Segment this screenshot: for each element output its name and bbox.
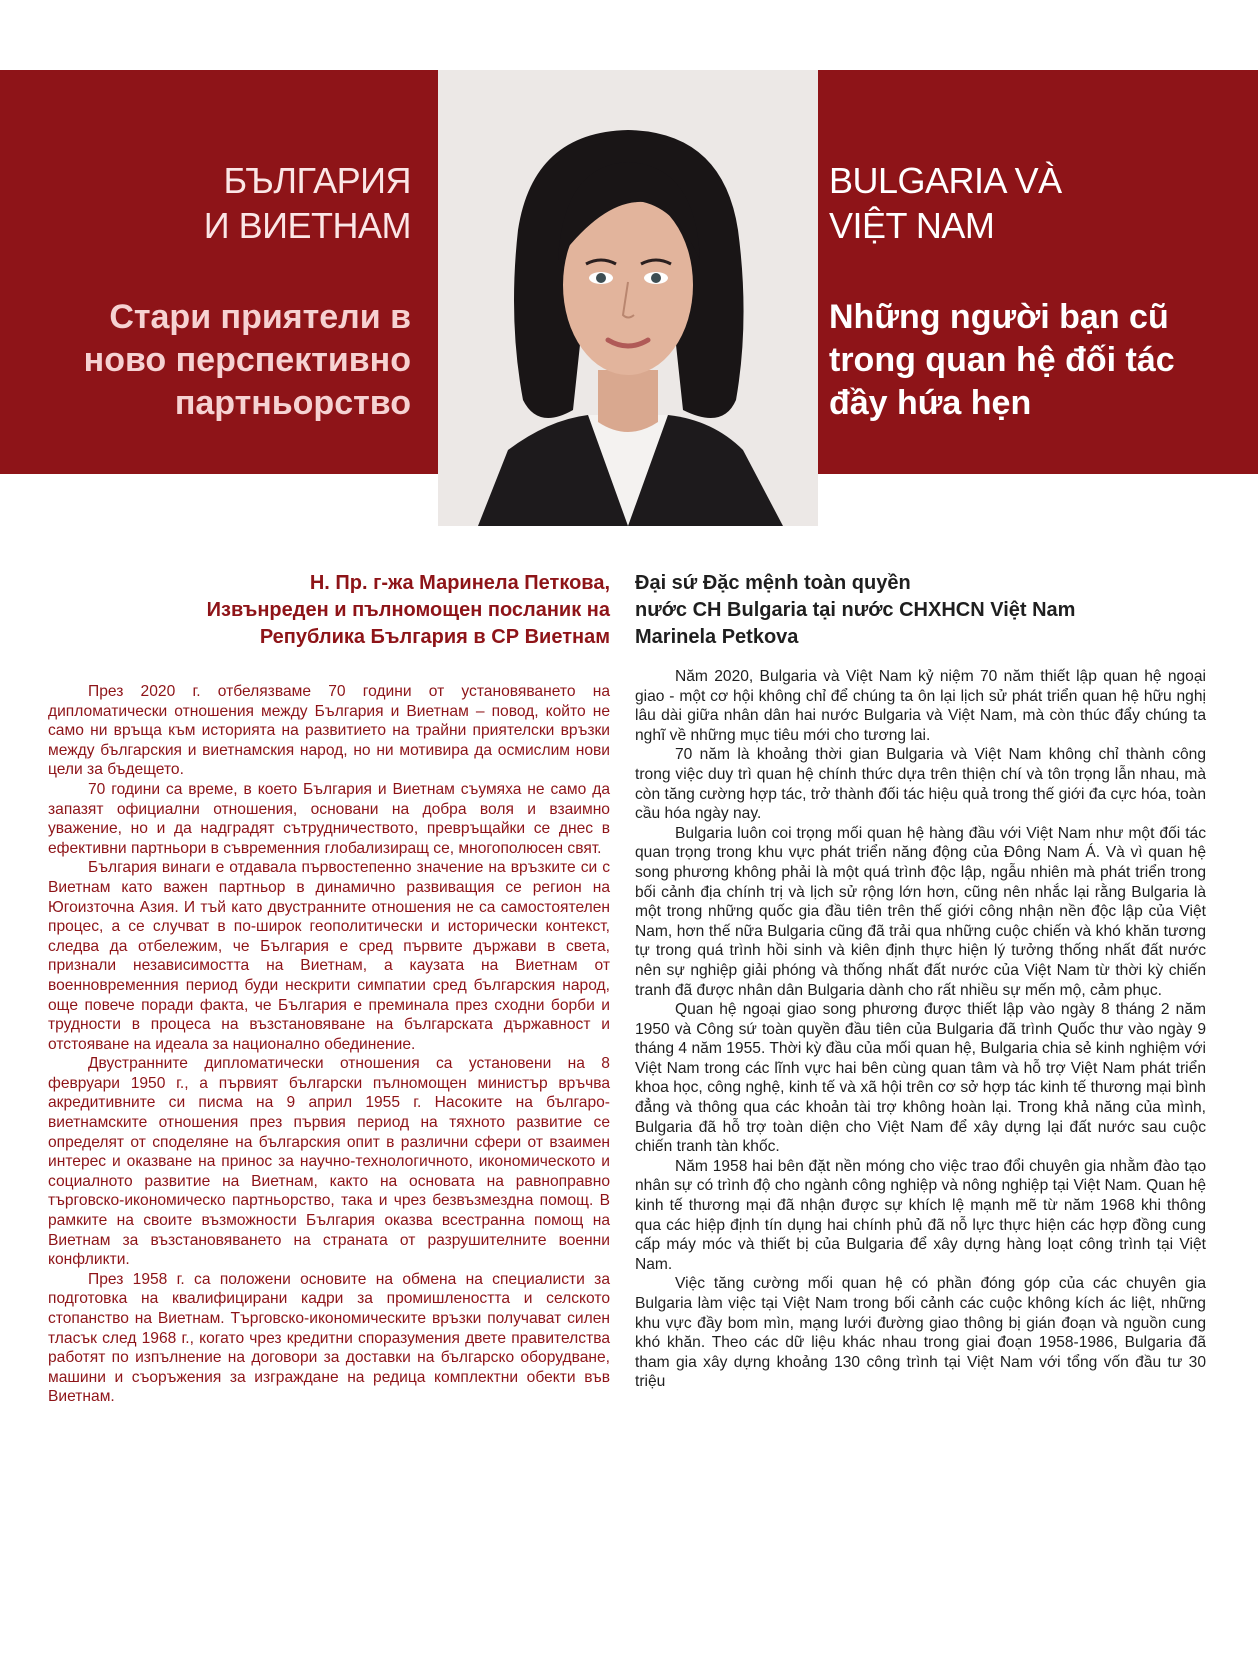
vietnamese-paragraph: Quan hệ ngoại giao song phương được thiết lập vào ngày 8 tháng 2 năm 1950 và Công sứ toàn quyền đầu tiên của Bulgaria đã trình Quốc thư vào ngày 9 tháng 4 năm 1955. Thời kỳ đầu của mối quan hệ, Bulgaria chia sẻ kinh nghiệm với Việt Nam trong các lĩnh vực hai bên cùng quan tâm và hỗ trợ Việt Nam phát triển khoa học, công nghệ, kinh tế và xã hội trên cơ sở hợp tác kinh tế thương mại bình đẳng và thông qua các khoản tài trợ không hoàn lại. Trong khả năng của mình, Bulgaria đã hỗ trợ toàn diện cho Việt Nam để xây dựng lại đất nước sau cuộc chiến tranh tàn khốc. <box>635 1001 1206 1156</box>
vietnamese-author-byline <box>635 570 1195 651</box>
vietnamese-title-line: VIỆT NAM <box>829 205 995 246</box>
bulgarian-author-byline <box>50 570 610 651</box>
bulgarian-paragraph: 70 години са време, в което България и Виетнам съумяха не само да запазят официални отношения, основани на добра воля и взаимно уважение, но и да надградят сътрудничеството, превръщайки се днес в ефективни партньори в съвременния глобализиращ се, многополюсен свят. <box>48 780 610 857</box>
bulgarian-paragraph: През 2020 г. отбелязваме 70 години от установяването на дипломатически отношения между България и Виетнам – повод, който не само ни връща към историята на развитието на трайни приятелски връзки между българския и виетнамския народ, но ни мотивира да осмислим нови цели за бъдещето. <box>48 683 610 779</box>
bulgarian-author-line: Извънреден и пълномощен посланик на <box>206 599 610 621</box>
vietnamese-article-body <box>635 667 1206 1392</box>
vietnamese-paragraph: Năm 2020, Bulgaria và Việt Nam kỷ niệm 70 năm thiết lập quan hệ ngoại giao - một cơ hội không chỉ để chúng ta ôn lại lịch sử phát triển quan hệ hữu nghị lâu dài giữa nhân dân hai nước Bulgaria và Việt Nam, mà còn thúc đẩy chúng ta nghĩ về những mục tiêu mới cho tương lai. <box>635 668 1206 744</box>
bulgarian-title <box>51 158 411 248</box>
bulgarian-author-line: Н. Пр. г-жа Маринела Петкова, <box>309 572 610 594</box>
vietnamese-author-line: Marinela Petkova <box>635 626 799 648</box>
bulgarian-paragraph: България винаги е отдавала първостепенно значение на връзките си с Виетнам като важен партньор в динамично развиващия се регион на Югоизточна Азия. И тъй като двустранните отношения не са самостоятелен процес, а се случват в по-широк геополитически и исторически контекст, следва да отбележим, че България е сред първите държави в света, признали независимостта на Виетнам, а каузата на Виетнам от военновременния период буди нескрити симпатии сред българския народ, още повече поради факта, че България е преминала през сходни борби и трудности в процеса на възстановяване на българската държавност и отстояване на идеала за национално обединение. <box>48 859 610 1053</box>
bulgarian-author-line: Република България в СР Виетнам <box>259 626 610 648</box>
vietnamese-paragraph: Việc tăng cường mối quan hệ có phần đóng góp của các chuyên gia Bulgaria làm việc tại Việt Nam trong bối cảnh các cuộc không kích ác liệt, những khu vực đầy bom mìn, mạng lưới đường giao thông bị gián đoạn và nguồn cung khó khăn. Theo các dữ liệu khác nhau trong giai đoạn 1958-1986, Bulgaria đã tham gia xây dựng khoảng 130 công trình tại Việt Nam với tổng vốn đầu tư 30 triệu <box>635 1275 1206 1391</box>
vietnamese-paragraph: Bulgaria luôn coi trọng mối quan hệ hàng đầu với Việt Nam như một đối tác quan trọng trong khu vực phát triển năng động của Đông Nam Á. Và vì quan hệ song phương không phải là một quá trình độc lập, ngẫu nhiên mà phát triển trong bối cảnh địa chính trị và lịch sử rộng lớn hơn, cũng nên nhắc lại rằng Bulgaria là một trong những quốc gia đầu tiên trên thế giới công nhận nền độc lập của Việt Nam, hơn thế nữa Bulgaria cũng đã trải qua những cuộc chiến và khó khăn tương tự trong quá trình hồi sinh và kiên định thực hiện lý tưởng thống nhất đất nước nên sự nghiệp giải phóng và thống nhất đất nước của Việt Nam từ thời kỳ chiến tranh đã được nhân dân Bulgaria dành cho rất nhiều sự mến mộ, cảm phục. <box>635 824 1206 999</box>
vietnamese-author-line: nước CH Bulgaria tại nước CHXHCN Việt Nam <box>635 599 1076 621</box>
bulgarian-subtitle: Стари приятели в ново перспективно партньорство <box>83 298 411 422</box>
bulgarian-paragraph: През 1958 г. са положени основите на обмена на специалисти за подготовка на квалифицирани кадри за промишлеността и селското стопанство на Виетнам. Търговско-икономическите връзки получават силен тласък след 1968 г., когато чрез кредитни споразумения двете правителства работят по изпълнение на договори за доставки на българско оборудване, машини и съоръжения за изграждане на редица комплектни обекти във Виетнам. <box>48 1270 610 1406</box>
vietnamese-author-line: Đại sứ Đặc mệnh toàn quyền <box>635 572 911 594</box>
bulgarian-paragraph: Двустранните дипломатически отношения са установени на 8 февруари 1950 г., а първият български пълномощен министър връчва акредитивните си писма на 9 април 1955 г. Насоките на българо-виетнамските отношения през първия период на тяхното развитие се определят от споделяне на българския опит в различни сфери от взаимен интерес и оказване на принос за научно-технологичното, икономическото и социалното развитие на Виетнам, както на основата на равноправно търговско-икономическо партньорство, така и чрез безвъзмездна помощ. В рамките на своите възможности България оказва всестранна помощ на Виетнам за възстановяването на страната от разрушителните военни конфликти. <box>48 1055 610 1269</box>
vietnamese-title-line: BULGARIA VÀ <box>829 160 1062 201</box>
vietnamese-subtitle: Những người bạn cũ trong quan hệ đối tác đầy hứa hẹn <box>829 298 1175 422</box>
vietnamese-paragraph: Năm 1958 hai bên đặt nền móng cho việc trao đổi chuyên gia nhằm đào tạo nhân sự có trình độ cho ngành công nghiệp và nông nghiệp tại Việt Nam. Quan hệ kinh tế thương mại đã nhận được sự khích lệ mạnh mẽ từ năm 1968 khi thông qua các hiệp định tín dụng hai chính phủ đã nỗ lực thực hiện các hợp đồng cung cấp máy móc và thiết bị của Bulgaria để xây dựng hàng loạt công trình tại Việt Nam. <box>635 1157 1206 1273</box>
vietnamese-title <box>829 158 1219 248</box>
ambassador-portrait-photo <box>438 70 818 526</box>
bulgarian-title-line: И ВИЕТНАМ <box>203 205 411 246</box>
bulgarian-article-body <box>48 682 610 1407</box>
vietnamese-paragraph: 70 năm là khoảng thời gian Bulgaria và Việt Nam không chỉ thành công trong việc duy trì quan hệ chính thức dựa trên thiện chí và tôn trọng lẫn nhau, mà còn tăng cường hợp tác, trở thành đối tác hiệu quả trong thế giới đa cực hóa, toàn cầu hóa ngày nay. <box>635 746 1206 823</box>
bulgarian-title-line: БЪЛГАРИЯ <box>223 160 411 201</box>
